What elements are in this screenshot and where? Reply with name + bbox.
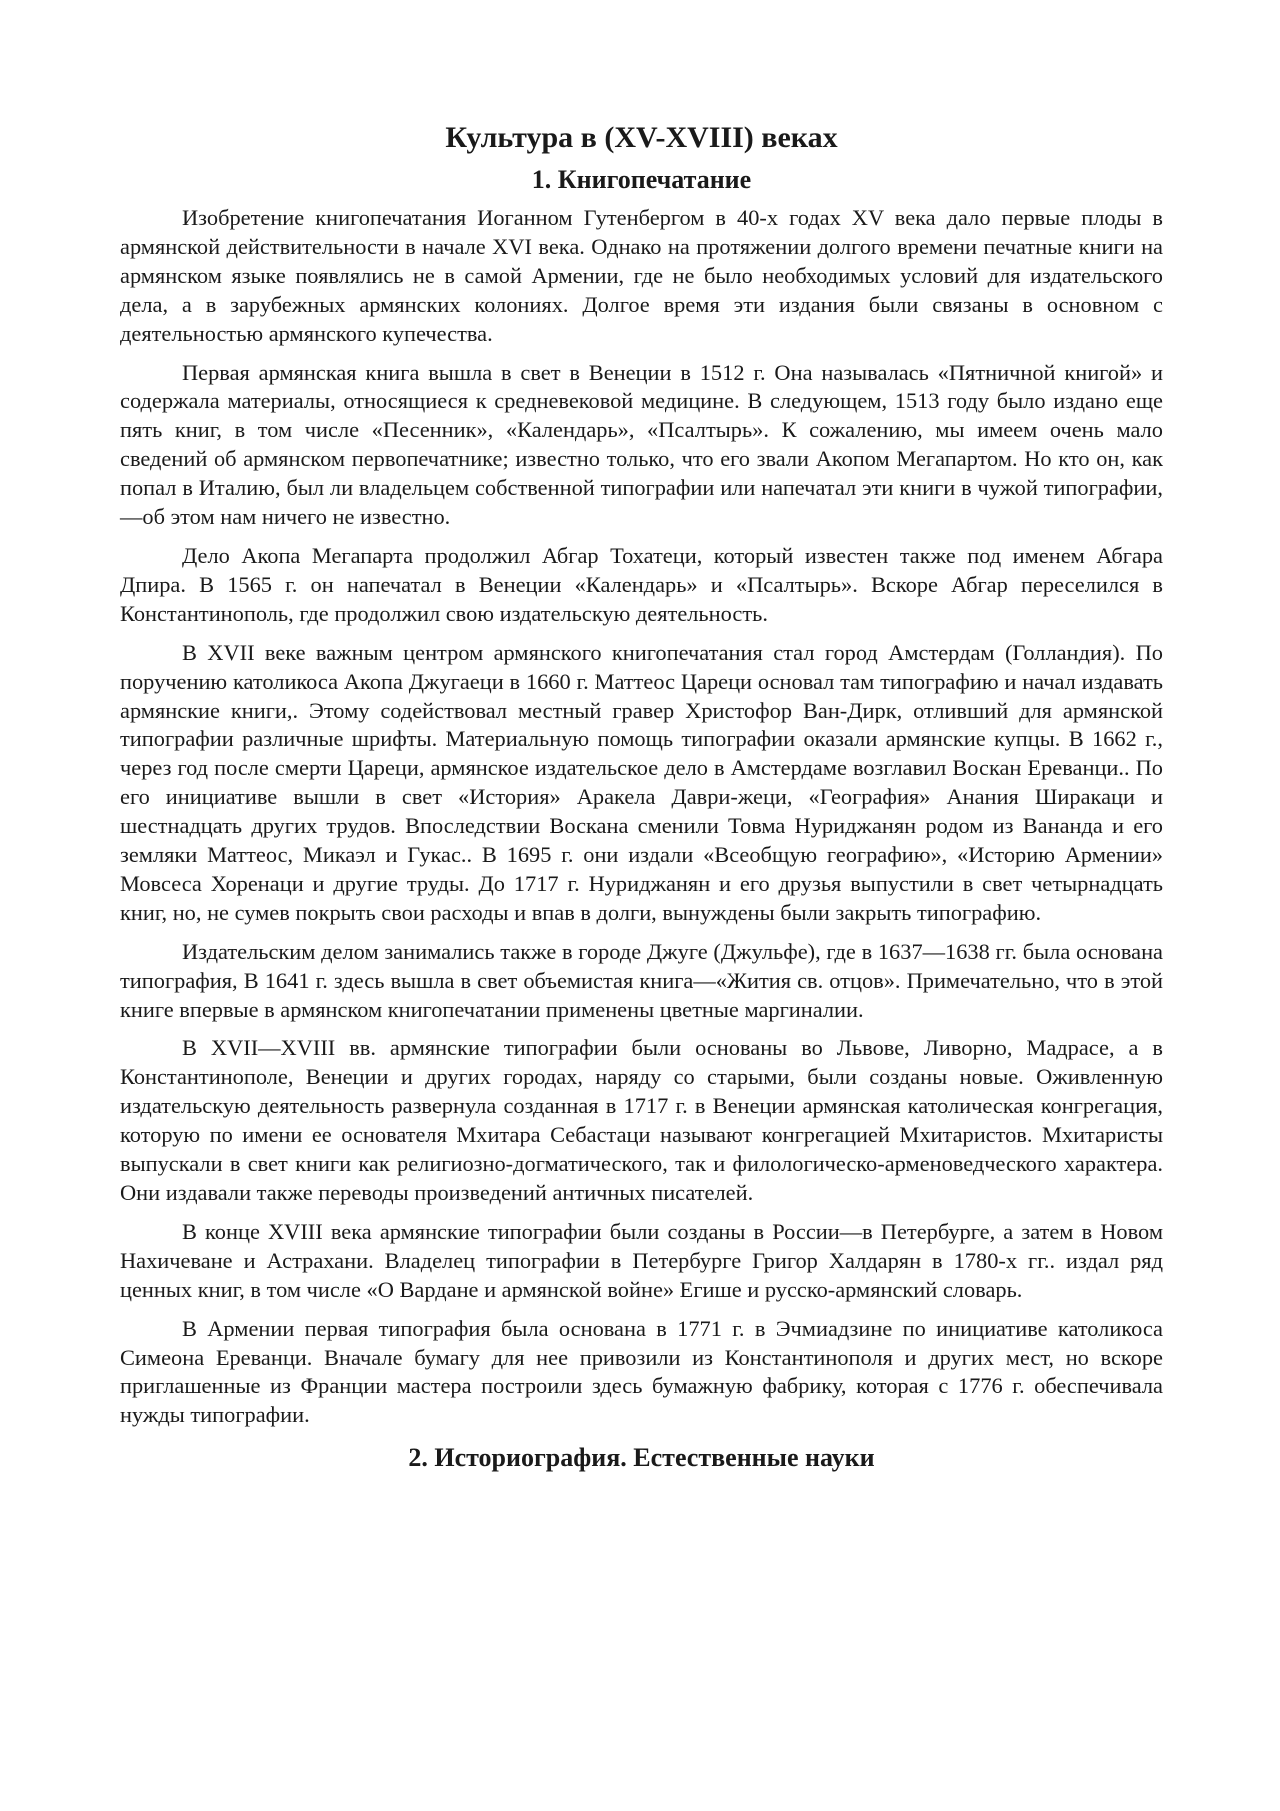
paragraph: В XVII—XVIII вв. армянские типографии были основаны во Львове, Ливорно, Мадрасе, а в Константинополе, Венеции и других городах, наряду со старыми, были созданы новые. Оживленную издательскую деятельность развернула созданная в 1717 г. в Венеции армянская католическая конгрегация, которую по имени ее основателя Мхитара Себастаци называют конгрегацией Мхитаристов. Мхитаристы выпускали в свет книги как религиозно-догматического, так и филологическо-арменоведческого характера. Они издавали также переводы произведений античных писателей. [120,1035,1163,1205]
document-title: Культура в (XV-XVIII) веках [445,121,838,154]
paragraph: Первая армянская книга вышла в свет в Венеции в 1512 г. Она называлась «Пятничной книгой» и содержала материалы, относящиеся к средневековой медицине. В следующем, 1513 году было издано еще пять книг, в том числе «Песенник», «Календарь», «Псалтырь». К сожалению, мы имеем очень мало сведений об армянском первопечатнике; известно только, что его звали Акопом Мегапартом. Но кто он, как попал в Италию, был ли владельцем собственной типографии или напечатал эти книги в чужой типографии,—об этом нам ничего не известно. [120,359,1163,530]
paragraph: В конце XVIII века армянские типографии были созданы в России—в Петербурге, а затем в Новом Нахичеване и Астрахани. Владелец типографии в Петербурге Григор Халдарян в 1780-х гг.. издал ряд ценных книг, в том числе «О Вардане и армянской войне» Егише и русско-армянский словарь. [120,1218,1163,1302]
section-heading-historiography: 2. Историография. Естественные науки [408,1443,875,1473]
paragraph: В Армении первая типография была основана в 1771 г. в Эчмиадзине по инициативе католикоса Симеона Ереванци. Вначале бумагу для нее привозили из Константинополя и других мест, но вскоре приглашенные из Франции мастера построили здесь бумажную фабрику, которая с 1776 г. обеспечивала нужды типографии. [120,1315,1163,1428]
section-heading-printing: 1. Книгопечатание [531,165,752,194]
paragraph: Изобретение книгопечатания Иоганном Гутенбергом в 40-х годах XV века дало первые плоды в армянской действительности в начале XVI века. Однако на протяжении долгого времени печатные книги на армянском языке появлялись не в самой Армении, где не было необходимых условий для издательского дела, а в зарубежных армянских колониях. Долгое время эти издания были связаны в основном с деятельностью армянского купечества. [120,205,1163,346]
paragraph: Дело Акопа Мегапарта продолжил Абгар Тохатеци, который известен также под именем Абгара Дпира. В 1565 г. он напечатал в Венеции «Календарь» и «Псалтырь». Вскоре Абгар переселился в Константинополь, где продолжил свою издательскую деятельность. [120,542,1163,626]
paragraph: В XVII веке важным центром армянского книгопечатания стал город Амстердам (Голландия). По поручению католикоса Акопа Джугаеци в 1660 г. Маттеос Цареци основал там типографию и начал издавать армянские книги,. Этому содействовал местный гравер Христофор Ван-Дирк, отливший для армянской типографии различные шрифты. Материальную помощь типографии оказали армянские купцы. В 1662 г., через год после смерти Цареци, армянское издательское дело в Амстердаме возглавил Воскан Ереванци.. По его инициативе вышли в свет «История» Аракела Даври-жеци, «География» Анания Ширакаци и шестнадцать других трудов. Впоследствии Воскана сменили Товма Нуриджанян родом из Вананда и его земляки Маттеос, Микаэл и Гукас.. В 1695 г. они издали «Всеобщую географию», «Историю Армении» Мовсеса Хоренаци и другие труды. До 1717 г. Нуриджанян и его друзья выпустили в свет четырнадцать книг, но, не сумев покрыть свои расходы и впав в долги, вынуждены были закрыть типографию. [120,639,1163,925]
paragraph: Издательским делом занимались также в городе Джуге (Джульфе), где в 1637—1638 гг. была основана типография, В 1641 г. здесь вышла в свет объемистая книга—«Жития св. отцов». Примечательно, что в этой книге впервые в армянском книгопечатании применены цветные маргиналии. [120,938,1163,1022]
document-page [120,118,1163,1482]
